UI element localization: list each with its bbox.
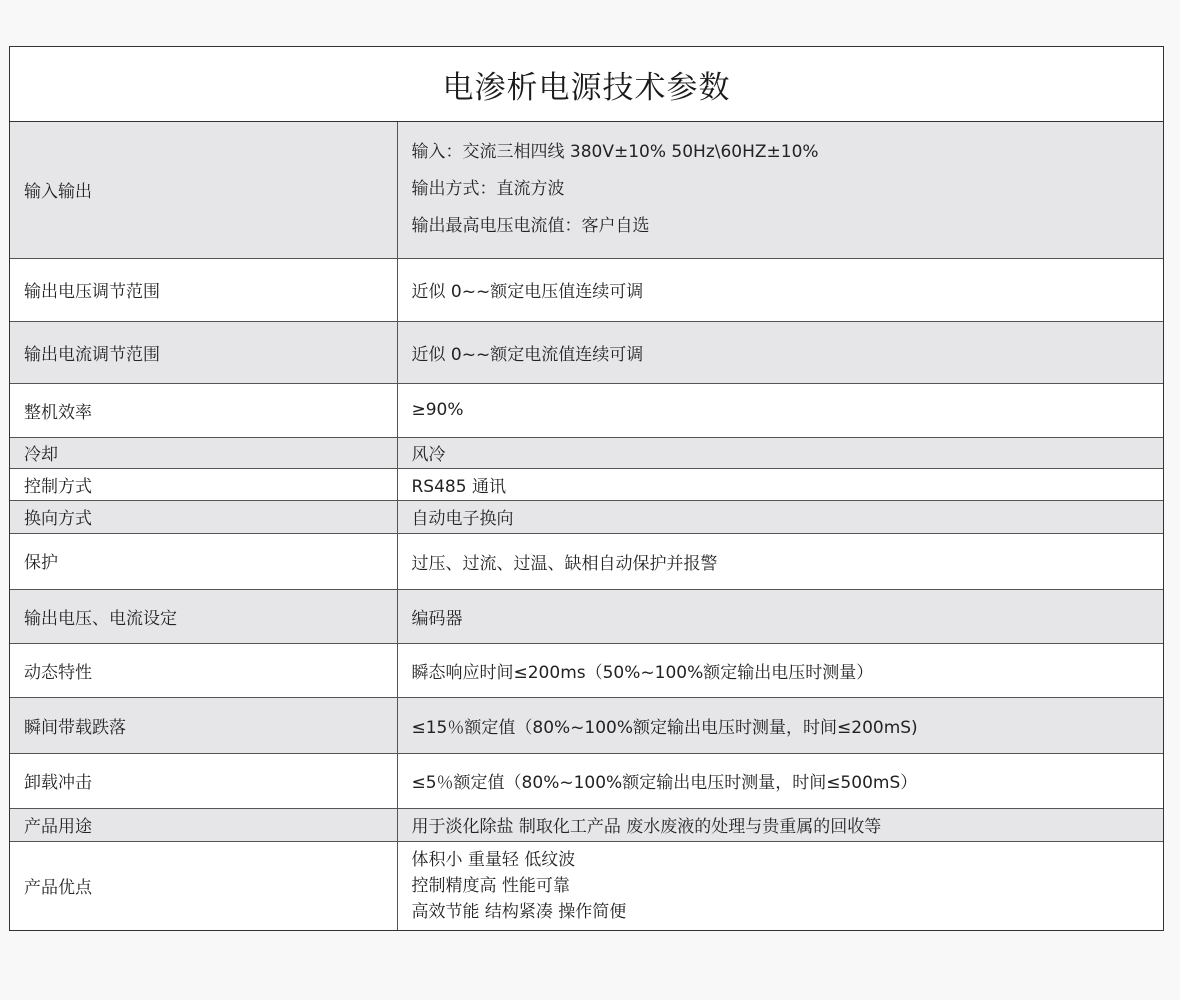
row-label: 整机效率 — [10, 383, 397, 437]
row-value: 用于淡化除盐 制取化工产品 废水废液的处理与贵重属的回收等 — [397, 808, 1163, 841]
value-line: 控制精度高 性能可靠 — [411, 875, 570, 896]
row-label: 保护 — [10, 533, 397, 589]
row-value: 近似 0~~额定电流值连续可调 — [397, 321, 1163, 383]
row-label: 瞬间带载跌落 — [10, 697, 397, 753]
row-label: 产品用途 — [10, 808, 397, 841]
row-label: 换向方式 — [10, 500, 397, 533]
table-row — [10, 643, 1163, 697]
table-row — [10, 122, 1163, 258]
row-label: 输入输出 — [10, 122, 397, 258]
row-label: 产品优点 — [10, 841, 397, 930]
value-line: 输出最高电压电流值：客户自选 — [411, 216, 650, 237]
row-value: ≥90% — [397, 383, 1163, 437]
table-row — [10, 258, 1163, 321]
row-label: 卸载冲击 — [10, 753, 397, 808]
row-value: 自动电子换向 — [397, 500, 1163, 533]
row-value: RS485 通讯 — [397, 468, 1163, 500]
row-value: 过压、过流、过温、缺相自动保护并报警 — [397, 533, 1163, 589]
row-value: 风冷 — [397, 437, 1163, 468]
row-label: 输出电流调节范围 — [10, 321, 397, 383]
row-label: 控制方式 — [10, 468, 397, 500]
row-value: 编码器 — [397, 589, 1163, 643]
table-row — [10, 533, 1163, 589]
row-label: 输出电压调节范围 — [10, 258, 397, 321]
parameter-sheet — [9, 46, 1164, 931]
table-row — [10, 808, 1163, 841]
table-row — [10, 437, 1163, 468]
value-line: 高效节能 结构紧凑 操作简便 — [411, 901, 627, 922]
table-row — [10, 697, 1163, 753]
value-line: 体积小 重量轻 低纹波 — [411, 849, 576, 870]
table-row — [10, 500, 1163, 533]
value-line: 输入：交流三相四线 380V±10% 50Hz\60HZ±10% — [411, 142, 819, 163]
row-value — [397, 122, 1163, 258]
row-value — [397, 841, 1163, 930]
row-value: ≤15％额定值（80%~100%额定输出电压时测量，时间≤200mS) — [397, 697, 1163, 753]
parameter-table — [10, 122, 1163, 930]
table-row — [10, 841, 1163, 930]
table-row — [10, 589, 1163, 643]
table-row — [10, 321, 1163, 383]
row-value: 瞬态响应时间≤200ms（50%~100%额定输出电压时测量） — [397, 643, 1163, 697]
row-value: 近似 0~~额定电压值连续可调 — [397, 258, 1163, 321]
table-row — [10, 383, 1163, 437]
table-row — [10, 468, 1163, 500]
row-value: ≤5％额定值（80%~100%额定输出电压时测量，时间≤500mS） — [397, 753, 1163, 808]
value-line: 输出方式：直流方波 — [411, 179, 565, 200]
row-label: 输出电压、电流设定 — [10, 589, 397, 643]
row-label: 冷却 — [10, 437, 397, 468]
row-label: 动态特性 — [10, 643, 397, 697]
sheet-title: 电渗析电源技术参数 — [10, 47, 1163, 122]
table-row — [10, 753, 1163, 808]
